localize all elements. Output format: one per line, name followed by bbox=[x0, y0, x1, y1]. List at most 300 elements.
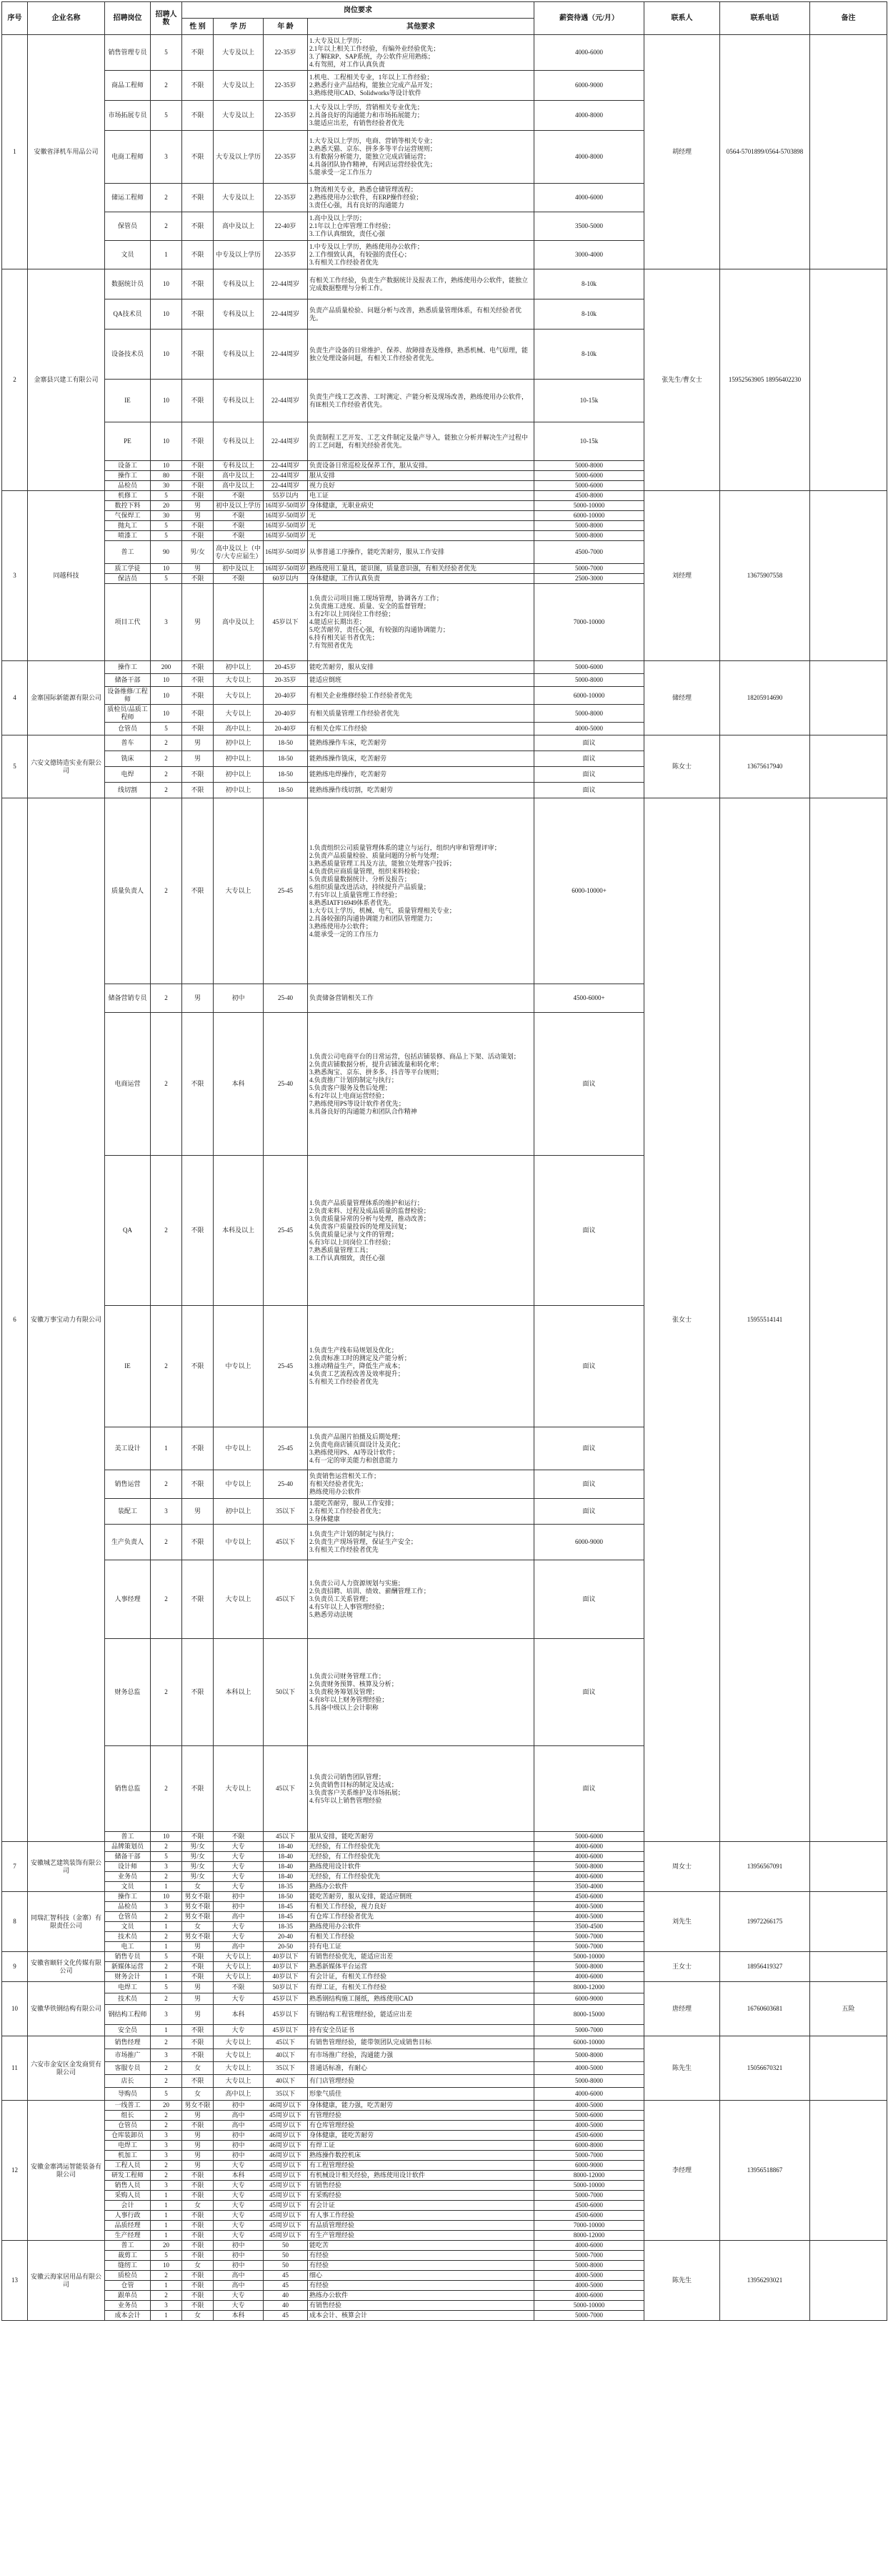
job-count: 2 bbox=[151, 2161, 182, 2171]
job-other-requirements: 有焊工证 bbox=[308, 2141, 534, 2151]
job-education: 初中以上 bbox=[214, 751, 264, 767]
company-seq: 6 bbox=[2, 798, 28, 1842]
job-age: 46周岁以下 bbox=[264, 2141, 308, 2151]
company-name: 安徽省泽机车用品公司 bbox=[28, 35, 105, 269]
job-gender: 男 bbox=[182, 1942, 214, 1952]
job-gender: 男/女 bbox=[182, 1872, 214, 1882]
job-other-requirements: 1.负责公司财务管理工作； 2.负责财务预算、核算及分析； 3.负责税务筹划及管理； 4.有8年以上财务管理经验； 5.具备中级以上会计职称 bbox=[308, 1639, 534, 1746]
job-count: 2 bbox=[151, 1639, 182, 1746]
job-age: 45周岁以下 bbox=[264, 2211, 308, 2221]
job-salary: 8000-15000 bbox=[534, 2005, 644, 2025]
job-age: 45周岁以下 bbox=[264, 2171, 308, 2181]
job-title: 机修工 bbox=[105, 491, 151, 501]
job-other-requirements: 细心 bbox=[308, 2271, 534, 2281]
job-title: 财务会计 bbox=[105, 1972, 151, 1982]
job-education: 大专 bbox=[214, 1862, 264, 1872]
job-count: 200 bbox=[151, 661, 182, 674]
job-gender: 男 bbox=[182, 2005, 214, 2025]
header-row-1 bbox=[2, 2, 887, 19]
job-education: 大专以上 bbox=[214, 1952, 264, 1962]
job-count: 3 bbox=[151, 131, 182, 184]
job-other-requirements: 熟悉新媒体平台运营 bbox=[308, 1962, 534, 1972]
job-title: 电焊工 bbox=[105, 1982, 151, 1993]
job-education: 初中 bbox=[214, 2141, 264, 2151]
job-education: 大专及以上 bbox=[214, 35, 264, 71]
job-salary: 7000-10000 bbox=[534, 584, 644, 661]
job-title: 生产经理 bbox=[105, 2231, 151, 2241]
job-count: 3 bbox=[151, 2005, 182, 2025]
job-count: 3 bbox=[151, 2049, 182, 2062]
job-education: 中专以上 bbox=[214, 1427, 264, 1470]
job-count: 2 bbox=[151, 751, 182, 767]
job-education: 本科 bbox=[214, 2005, 264, 2025]
job-gender: 男 bbox=[182, 501, 214, 511]
job-age: 45 bbox=[264, 2271, 308, 2281]
job-salary: 8000-12000 bbox=[534, 1982, 644, 1993]
job-title: 市场推广 bbox=[105, 2049, 151, 2062]
job-other-requirements: 1.负责公司销售团队管理； 2.负责销售目标的制定及达成； 3.负责客户关系维护及市场拓展； 4.有5年以上销售管理经验 bbox=[308, 1746, 534, 1832]
company-name: 安徽万事宝动力有限公司 bbox=[28, 798, 105, 1842]
job-count: 10 bbox=[151, 299, 182, 330]
job-gender: 不限 bbox=[182, 521, 214, 531]
job-title: 会计 bbox=[105, 2201, 151, 2211]
job-count: 1 bbox=[151, 2191, 182, 2201]
job-count: 10 bbox=[151, 705, 182, 723]
job-age: 22-44周岁 bbox=[264, 269, 308, 299]
job-count: 10 bbox=[151, 330, 182, 380]
job-count: 5 bbox=[151, 1852, 182, 1862]
job-other-requirements: 1.大专及以上学历，营销相关专业优先； 2.具备良好的沟通能力和市场拓展能力； 3.能适应出差，有销售经验者优先 bbox=[308, 101, 534, 131]
job-education: 高中 bbox=[214, 2281, 264, 2291]
job-education: 初中以上 bbox=[214, 661, 264, 674]
job-gender: 女 bbox=[182, 2311, 214, 2321]
job-other-requirements: 1.大专及以上学历，电商、营销等相关专业； 2.熟悉天猫、京东、拼多多等平台运营规则； 3.有数据分析能力，能独立完成店铺运营； 4.具备团队协作精神，有网店运营经验优先； 5.能承受一定工作压力 bbox=[308, 131, 534, 184]
job-title: 质量负责人 bbox=[105, 798, 151, 984]
job-salary: 5000-10000 bbox=[534, 501, 644, 511]
job-gender: 男/女 bbox=[182, 1842, 214, 1852]
company-name: 金寨县兴建工有限公司 bbox=[28, 269, 105, 491]
job-count: 20 bbox=[151, 2241, 182, 2251]
company-phone: 13956567091 bbox=[720, 1842, 810, 1892]
job-gender: 女 bbox=[182, 1882, 214, 1892]
table-row bbox=[2, 1842, 887, 1852]
job-salary: 面议 bbox=[534, 767, 644, 783]
job-other-requirements: 1.高中及以上学历； 2.1年以上仓库管理工作经验； 3.工作认真细致，责任心强 bbox=[308, 212, 534, 241]
job-salary: 5000-8000 bbox=[534, 2261, 644, 2271]
job-gender: 不限 bbox=[182, 2251, 214, 2261]
job-title: 储备干部 bbox=[105, 674, 151, 687]
job-gender: 不限 bbox=[182, 531, 214, 541]
job-age: 25-45 bbox=[264, 1427, 308, 1470]
company-phone: 13675907558 bbox=[720, 491, 810, 661]
job-gender: 男/女 bbox=[182, 1852, 214, 1862]
job-other-requirements: 能熟练操作线切割，吃苦耐劳 bbox=[308, 783, 534, 798]
company-seq: 10 bbox=[2, 1982, 28, 2036]
job-title: 质检员/品质工程师 bbox=[105, 705, 151, 723]
job-salary: 面议 bbox=[534, 1746, 644, 1832]
job-education: 大专 bbox=[214, 1932, 264, 1942]
job-salary: 5000-6000 bbox=[534, 2111, 644, 2121]
job-salary: 4000-5000 bbox=[534, 1902, 644, 1912]
job-other-requirements: 有会计证 bbox=[308, 2201, 534, 2211]
company-note bbox=[810, 1842, 887, 1892]
job-salary: 5000-7000 bbox=[534, 2311, 644, 2321]
job-education: 中专以上 bbox=[214, 1470, 264, 1499]
job-title: 数据统计员 bbox=[105, 269, 151, 299]
company-seq: 12 bbox=[2, 2101, 28, 2241]
job-salary: 4000-5000 bbox=[534, 2271, 644, 2281]
job-education: 大专 bbox=[214, 2181, 264, 2191]
job-education: 大专 bbox=[214, 1852, 264, 1862]
job-salary: 5000-8000 bbox=[534, 705, 644, 723]
company-phone: 13675617940 bbox=[720, 735, 810, 798]
job-title: 质工学徒 bbox=[105, 564, 151, 574]
job-other-requirements: 有采购经验 bbox=[308, 2191, 534, 2201]
job-salary: 5000-10000 bbox=[534, 2181, 644, 2191]
job-education: 不限 bbox=[214, 521, 264, 531]
job-salary: 2500-3000 bbox=[534, 574, 644, 584]
job-count: 10 bbox=[151, 461, 182, 471]
job-education: 初中 bbox=[214, 2241, 264, 2251]
job-education: 初中 bbox=[214, 2151, 264, 2161]
job-gender: 不限 bbox=[182, 35, 214, 71]
job-title: QA技术员 bbox=[105, 299, 151, 330]
job-salary: 4000-6000 bbox=[534, 2241, 644, 2251]
job-gender: 不限 bbox=[182, 1427, 214, 1470]
table-row bbox=[2, 269, 887, 299]
job-age: 22-44周岁 bbox=[264, 481, 308, 491]
job-title: 普工 bbox=[105, 541, 151, 564]
job-age: 16周岁-50周岁 bbox=[264, 521, 308, 531]
job-age: 22-35岁 bbox=[264, 241, 308, 269]
job-count: 2 bbox=[151, 1962, 182, 1972]
job-other-requirements: 有钢结构工程管理经验，能适应出差 bbox=[308, 2005, 534, 2025]
job-gender: 不限 bbox=[182, 1639, 214, 1746]
job-gender: 不限 bbox=[182, 687, 214, 705]
company-note bbox=[810, 1892, 887, 1952]
company-seq: 2 bbox=[2, 269, 28, 491]
table-row bbox=[2, 735, 887, 751]
job-count: 2 bbox=[151, 2121, 182, 2131]
job-title: 美工设计 bbox=[105, 1427, 151, 1470]
job-education: 大专以上 bbox=[214, 1746, 264, 1832]
job-title: 设备维修/工程师 bbox=[105, 687, 151, 705]
job-age: 45周岁以下 bbox=[264, 2231, 308, 2241]
job-other-requirements: 有销售经验 bbox=[308, 2301, 534, 2311]
job-age: 18-40 bbox=[264, 1842, 308, 1852]
job-count: 1 bbox=[151, 1972, 182, 1982]
company-note bbox=[810, 2036, 887, 2101]
job-other-requirements: 能熟练操作车床，吃苦耐劳 bbox=[308, 735, 534, 751]
job-other-requirements: 1.负责产品质量管理体系的维护和运行； 2.负责来料、过程及成品质量的监督检验； 3.负责质量异常的分析与处理，推动改善； 4.负责客户质量投诉的处理及回复； 5.负责质量记录与文件的管理； 6.有3年以上同岗位工作经验； 7.熟悉质量管理工具； 8.工作认真细致，责任心强 bbox=[308, 1156, 534, 1306]
job-gender: 不限 bbox=[182, 1525, 214, 1560]
job-gender: 不限 bbox=[182, 783, 214, 798]
job-count: 2 bbox=[151, 1525, 182, 1560]
job-salary: 10-15k bbox=[534, 422, 644, 461]
job-title: 品检员 bbox=[105, 481, 151, 491]
job-gender: 男 bbox=[182, 564, 214, 574]
job-other-requirements: 有相关工作经验 bbox=[308, 1932, 534, 1942]
job-age: 22-35岁 bbox=[264, 184, 308, 212]
job-other-requirements: 熟练使用办公软件 bbox=[308, 1922, 534, 1932]
job-count: 3 bbox=[151, 1862, 182, 1872]
company-phone: 16760603681 bbox=[720, 1982, 810, 2036]
job-gender: 不限 bbox=[182, 461, 214, 471]
job-salary: 4000-6000 bbox=[534, 184, 644, 212]
job-education: 大专及以上 bbox=[214, 184, 264, 212]
job-age: 16周岁-50周岁 bbox=[264, 541, 308, 564]
job-title: 普车 bbox=[105, 735, 151, 751]
job-gender: 男女不限 bbox=[182, 2101, 214, 2111]
job-other-requirements: 负责设备日常巡检及保养工作，服从安排。 bbox=[308, 461, 534, 471]
job-gender: 不限 bbox=[182, 2121, 214, 2131]
job-education: 专科及以上 bbox=[214, 269, 264, 299]
job-gender: 男 bbox=[182, 584, 214, 661]
company-note bbox=[810, 269, 887, 491]
job-education: 大专 bbox=[214, 2025, 264, 2036]
job-count: 5 bbox=[151, 574, 182, 584]
job-gender: 男 bbox=[182, 1993, 214, 2005]
job-salary: 面议 bbox=[534, 1306, 644, 1427]
job-education: 高中及以上 bbox=[214, 481, 264, 491]
job-age: 22-44周岁 bbox=[264, 299, 308, 330]
job-gender: 不限 bbox=[182, 380, 214, 422]
job-other-requirements: 有经验 bbox=[308, 2281, 534, 2291]
job-gender: 不限 bbox=[182, 2281, 214, 2291]
job-title: IE bbox=[105, 380, 151, 422]
job-education: 大专 bbox=[214, 2301, 264, 2311]
job-title: 一线普工 bbox=[105, 2101, 151, 2111]
company-name: 六安文德铸造实业有限公司 bbox=[28, 735, 105, 798]
job-age: 18-35 bbox=[264, 1882, 308, 1892]
job-salary: 6000-10000 bbox=[534, 687, 644, 705]
job-count: 5 bbox=[151, 491, 182, 501]
job-salary: 5000-10000 bbox=[534, 1952, 644, 1962]
company-phone: 15955514141 bbox=[720, 798, 810, 1842]
job-title: 电焊工 bbox=[105, 2141, 151, 2151]
job-count: 2 bbox=[151, 783, 182, 798]
job-other-requirements: 无 bbox=[308, 511, 534, 521]
job-education: 初中及以上学历 bbox=[214, 501, 264, 511]
job-salary: 6000-9000 bbox=[534, 2161, 644, 2171]
job-other-requirements: 1.负责生产线布局规划及优化； 2.负责标准工时的测定及产能分析； 3.推动精益生产，降低生产成本； 4.负责工艺流程改善及效率提升； 5.有相关工作经验者优先 bbox=[308, 1306, 534, 1427]
job-title: 设备工 bbox=[105, 461, 151, 471]
job-salary: 面议 bbox=[534, 735, 644, 751]
job-age: 45岁以下 bbox=[264, 1993, 308, 2005]
job-education: 专科及以上 bbox=[214, 461, 264, 471]
job-count: 3 bbox=[151, 2131, 182, 2141]
job-salary: 5000-6000 bbox=[534, 1832, 644, 1842]
job-education: 大专以上 bbox=[214, 2062, 264, 2075]
job-other-requirements: 有焊工证，有相关工作经验 bbox=[308, 1982, 534, 1993]
job-education: 中专以上 bbox=[214, 1525, 264, 1560]
job-age: 22-44周岁 bbox=[264, 380, 308, 422]
job-title: 商品工程师 bbox=[105, 71, 151, 101]
job-age: 45以下 bbox=[264, 1560, 308, 1639]
job-gender: 不限 bbox=[182, 2221, 214, 2231]
job-education: 大专 bbox=[214, 2231, 264, 2241]
table-row bbox=[2, 2036, 887, 2049]
job-title: 采购人员 bbox=[105, 2191, 151, 2201]
job-education: 大专以上 bbox=[214, 1972, 264, 1982]
job-count: 1 bbox=[151, 241, 182, 269]
job-salary: 面议 bbox=[534, 1427, 644, 1470]
job-education: 大专 bbox=[214, 1842, 264, 1852]
job-salary: 5000-8000 bbox=[534, 461, 644, 471]
job-count: 2 bbox=[151, 1746, 182, 1832]
job-other-requirements: 有人事工作经验 bbox=[308, 2211, 534, 2221]
job-count: 2 bbox=[151, 1470, 182, 1499]
job-gender: 男女不限 bbox=[182, 1892, 214, 1902]
job-age: 45以下 bbox=[264, 1746, 308, 1832]
job-salary: 5000-7000 bbox=[534, 2251, 644, 2261]
job-gender: 不限 bbox=[182, 184, 214, 212]
job-gender: 不限 bbox=[182, 2291, 214, 2301]
job-gender: 男女不限 bbox=[182, 1902, 214, 1912]
job-age: 40岁以下 bbox=[264, 1952, 308, 1962]
job-age: 45岁以下 bbox=[264, 2025, 308, 2036]
job-title: 项目工代 bbox=[105, 584, 151, 661]
job-count: 10 bbox=[151, 380, 182, 422]
job-gender: 不限 bbox=[182, 2075, 214, 2088]
job-education: 大专及以上 bbox=[214, 101, 264, 131]
header-phone: 联系电话 bbox=[720, 2, 810, 35]
job-salary: 5000-8000 bbox=[534, 1862, 644, 1872]
job-age: 20-40岁 bbox=[264, 723, 308, 735]
header-age: 年 龄 bbox=[264, 19, 308, 35]
company-phone: 18956419327 bbox=[720, 1952, 810, 1982]
header-note: 备注 bbox=[810, 2, 887, 35]
job-gender: 女 bbox=[182, 2261, 214, 2271]
job-count: 2 bbox=[151, 1842, 182, 1852]
job-gender: 不限 bbox=[182, 2211, 214, 2221]
company-name: 同越科技 bbox=[28, 491, 105, 661]
table-row bbox=[2, 2241, 887, 2251]
job-gender: 不限 bbox=[182, 2241, 214, 2251]
job-education: 大专 bbox=[214, 2291, 264, 2301]
company-phone: 13956293021 bbox=[720, 2241, 810, 2321]
job-age: 45周岁以下 bbox=[264, 2201, 308, 2211]
job-other-requirements: 无 bbox=[308, 521, 534, 531]
job-count: 3 bbox=[151, 2141, 182, 2151]
job-education: 专科及以上 bbox=[214, 422, 264, 461]
job-salary: 6000-9000 bbox=[534, 1993, 644, 2005]
job-salary: 5000-6000 bbox=[534, 471, 644, 481]
company-seq: 1 bbox=[2, 35, 28, 269]
job-age: 50以下 bbox=[264, 1639, 308, 1746]
job-education: 本科 bbox=[214, 2171, 264, 2181]
job-other-requirements: 有相关仓库工作经验 bbox=[308, 723, 534, 735]
job-age: 22-40岁 bbox=[264, 212, 308, 241]
job-other-requirements: 有门店管理经验 bbox=[308, 2075, 534, 2088]
job-title: 销售经理 bbox=[105, 2036, 151, 2049]
job-salary: 面议 bbox=[534, 1560, 644, 1639]
header-contact: 联系人 bbox=[644, 2, 720, 35]
job-age: 18-50 bbox=[264, 751, 308, 767]
job-education: 初中 bbox=[214, 2131, 264, 2141]
job-age: 35以下 bbox=[264, 2088, 308, 2101]
job-other-requirements: 负责生产设备的日常维护、保养、故障排查及维修，熟悉机械、电气原理，能独立处理设备问题，有相关工作经验者优先。 bbox=[308, 330, 534, 380]
job-salary: 6000-10000 bbox=[534, 2036, 644, 2049]
job-title: 组长 bbox=[105, 2111, 151, 2121]
header-salary: 薪资待遇（元/月） bbox=[534, 2, 644, 35]
job-count: 2 bbox=[151, 2062, 182, 2075]
job-count: 1 bbox=[151, 2211, 182, 2221]
job-gender: 不限 bbox=[182, 2036, 214, 2049]
job-count: 20 bbox=[151, 501, 182, 511]
job-count: 2 bbox=[151, 1560, 182, 1639]
job-other-requirements: 服从安排 bbox=[308, 471, 534, 481]
job-education: 大专 bbox=[214, 2211, 264, 2221]
job-salary: 5000-6000 bbox=[534, 661, 644, 674]
job-title: 储备干部 bbox=[105, 1852, 151, 1862]
job-gender: 不限 bbox=[182, 723, 214, 735]
job-salary: 5000-8000 bbox=[534, 531, 644, 541]
job-age: 18-50 bbox=[264, 783, 308, 798]
job-gender: 不限 bbox=[182, 2271, 214, 2281]
job-gender: 不限 bbox=[182, 1746, 214, 1832]
job-education: 高中及以上（中专/大专应届生） bbox=[214, 541, 264, 564]
job-count: 5 bbox=[151, 35, 182, 71]
job-education: 高中及以上 bbox=[214, 584, 264, 661]
job-title: 喷漆工 bbox=[105, 531, 151, 541]
job-salary: 8-10k bbox=[534, 299, 644, 330]
job-gender: 女 bbox=[182, 2201, 214, 2211]
job-age: 45以下 bbox=[264, 2036, 308, 2049]
job-other-requirements: 有销售经验优先，能适应出差 bbox=[308, 1952, 534, 1962]
job-title: 储运工程师 bbox=[105, 184, 151, 212]
job-age: 50岁以下 bbox=[264, 1982, 308, 1993]
company-note bbox=[810, 491, 887, 661]
company-phone: 18205914690 bbox=[720, 661, 810, 735]
job-title: 销售总监 bbox=[105, 1746, 151, 1832]
job-gender: 男 bbox=[182, 2161, 214, 2171]
job-gender: 不限 bbox=[182, 2025, 214, 2036]
job-other-requirements: 无经验，有工作经验优先 bbox=[308, 1842, 534, 1852]
job-salary: 7000-10000 bbox=[534, 2221, 644, 2231]
company-seq: 11 bbox=[2, 2036, 28, 2101]
job-salary: 6000-9000 bbox=[534, 71, 644, 101]
job-other-requirements: 无经验，有工作经验优先 bbox=[308, 1852, 534, 1862]
job-age: 55岁以内 bbox=[264, 491, 308, 501]
job-gender: 不限 bbox=[182, 131, 214, 184]
job-gender: 男 bbox=[182, 2141, 214, 2151]
job-age: 20-40 bbox=[264, 1932, 308, 1942]
table-row bbox=[2, 35, 887, 71]
job-other-requirements: 持有安全员证书 bbox=[308, 2025, 534, 2036]
job-age: 16周岁-50周岁 bbox=[264, 564, 308, 574]
job-age: 25-45 bbox=[264, 1156, 308, 1306]
job-age: 45周岁以下 bbox=[264, 2181, 308, 2191]
job-salary: 4000-5000 bbox=[534, 2121, 644, 2131]
job-title: 仓库装卸员 bbox=[105, 2131, 151, 2141]
job-gender: 不限 bbox=[182, 2191, 214, 2201]
job-count: 1 bbox=[151, 2281, 182, 2291]
job-education: 本科 bbox=[214, 1013, 264, 1156]
job-count: 3 bbox=[151, 584, 182, 661]
company-name: 安徽云海家居用品有限公司 bbox=[28, 2241, 105, 2321]
company-note bbox=[810, 798, 887, 1842]
job-education: 大专以上 bbox=[214, 2036, 264, 2049]
job-age: 46周岁以下 bbox=[264, 2131, 308, 2141]
job-salary: 5000-7000 bbox=[534, 2151, 644, 2161]
job-gender: 不限 bbox=[182, 1306, 214, 1427]
job-title: 人事行政 bbox=[105, 2211, 151, 2221]
job-salary: 4000-6000 bbox=[534, 2088, 644, 2101]
job-title: 成本会计 bbox=[105, 2311, 151, 2321]
job-other-requirements: 有市场推广经验，沟通能力强 bbox=[308, 2049, 534, 2062]
job-title: 普工 bbox=[105, 1832, 151, 1842]
